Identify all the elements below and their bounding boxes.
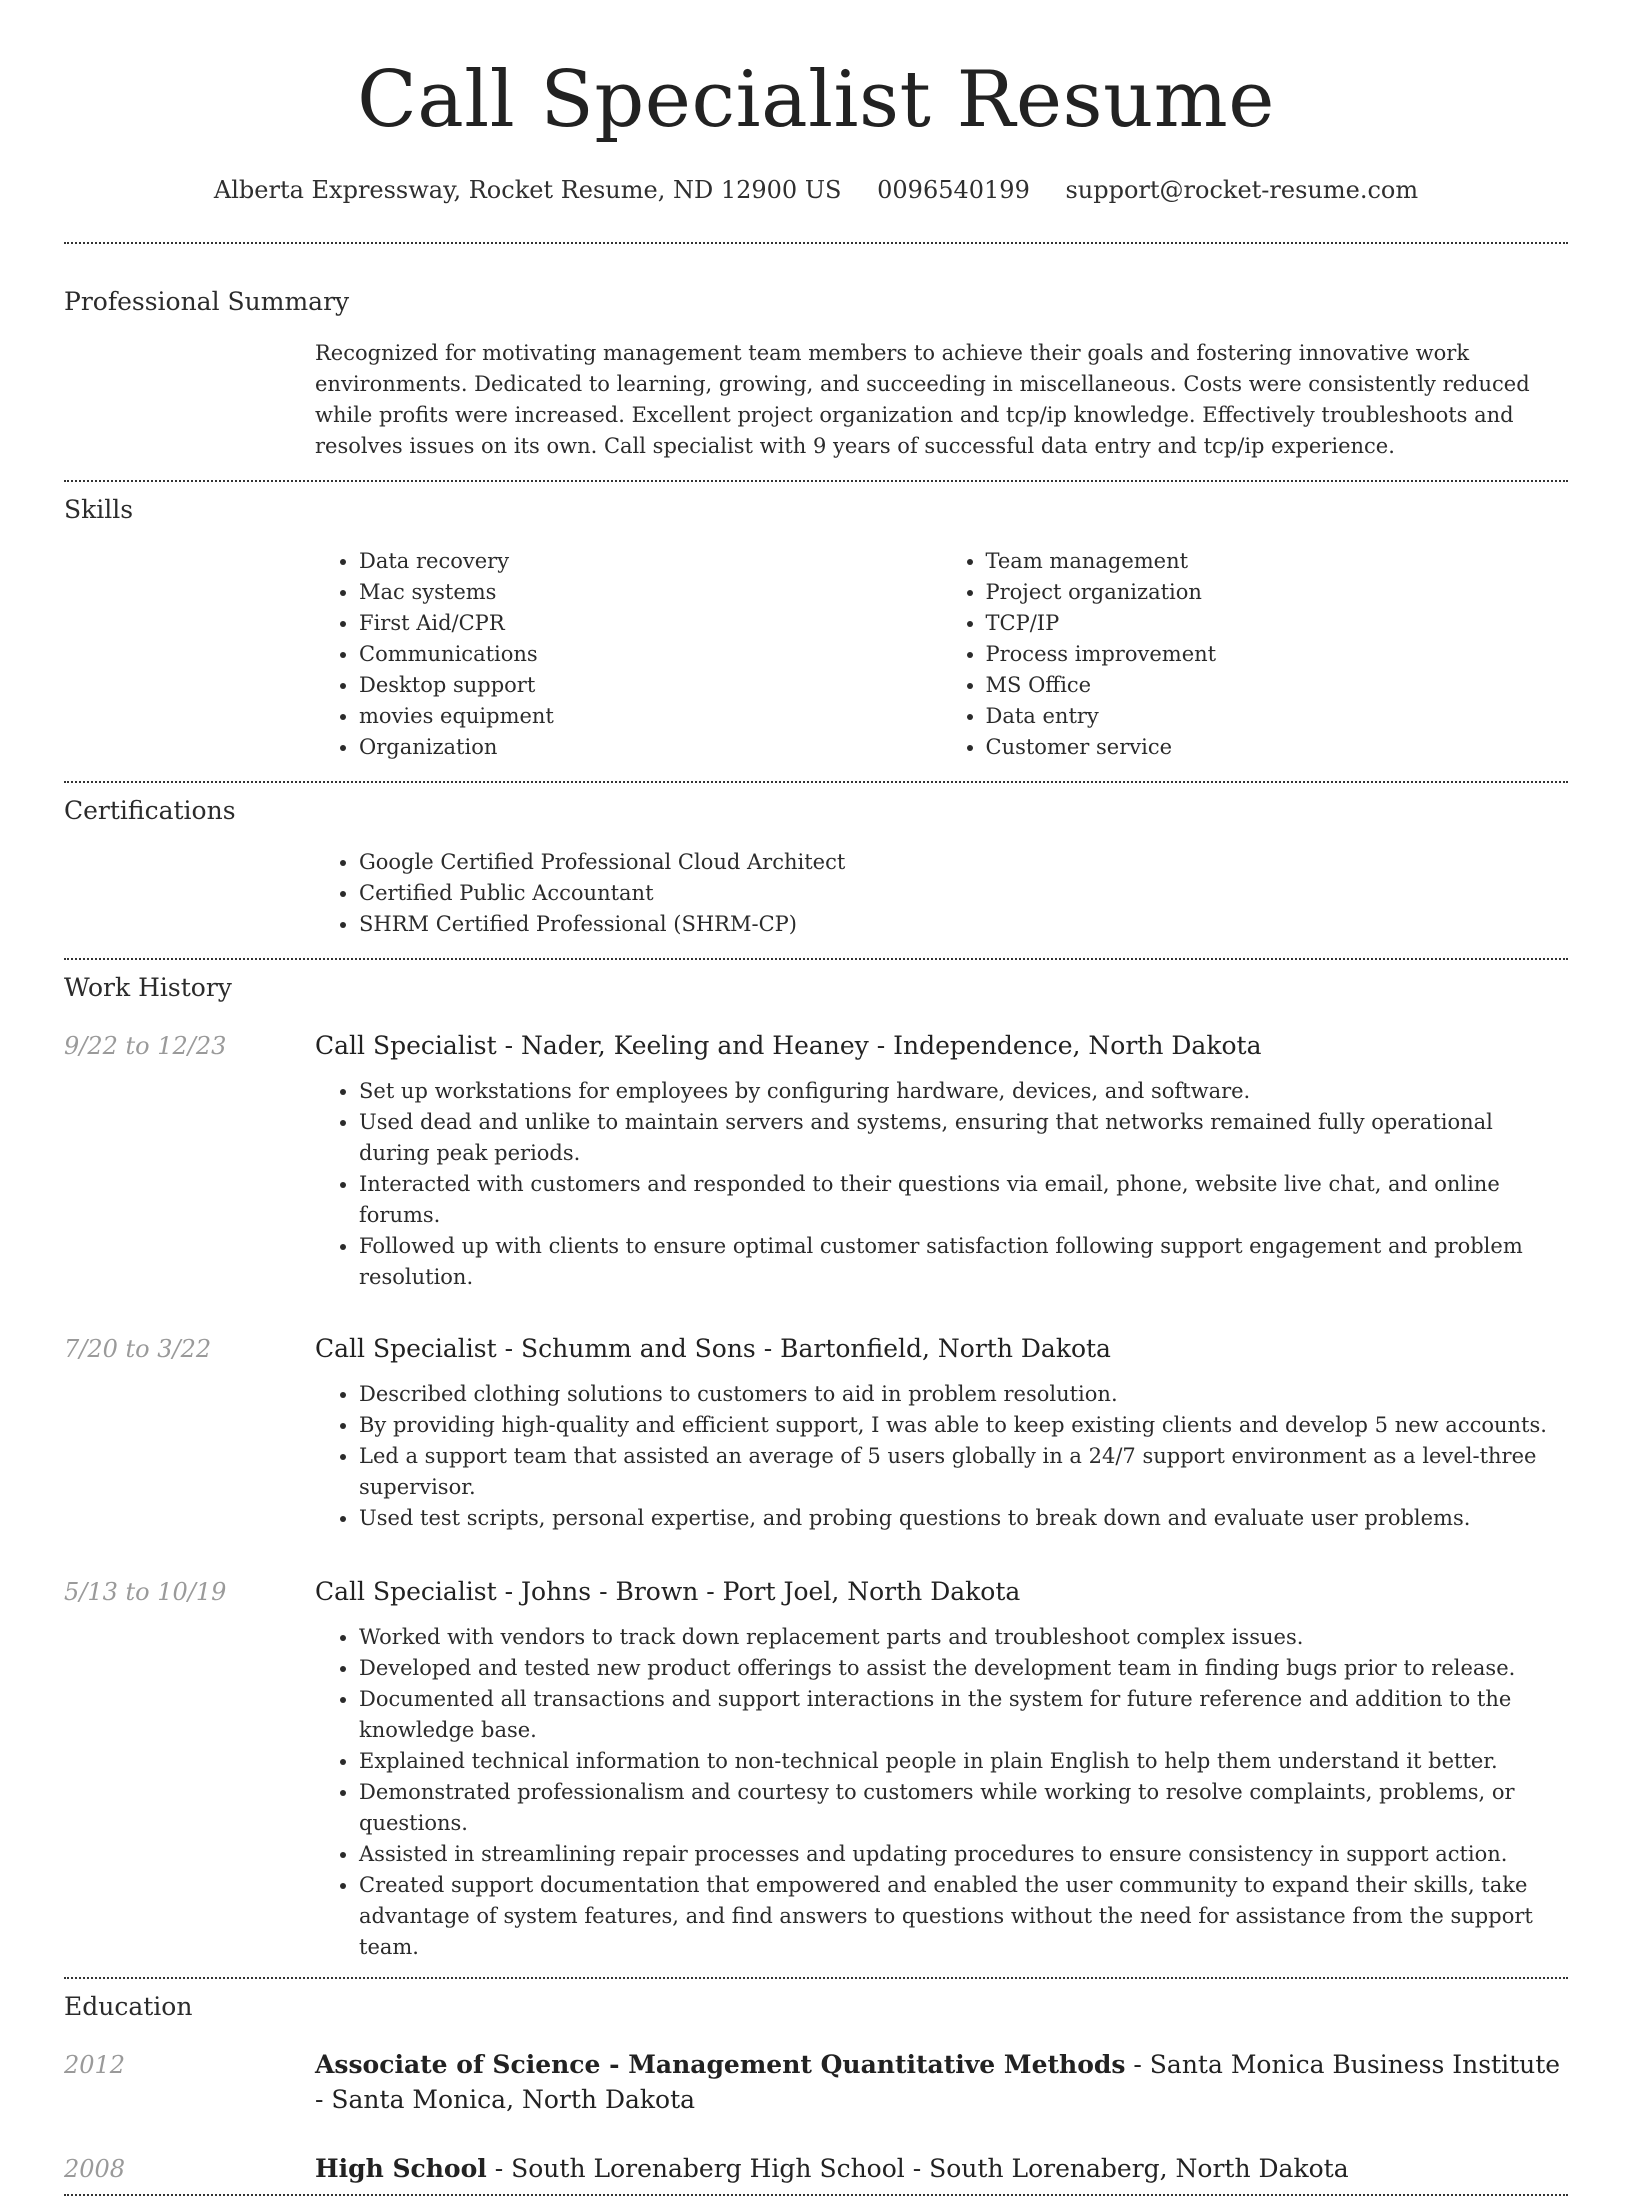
list-item: • MS Office	[986, 670, 1569, 701]
list-item: • Documented all transactions and support interactions in the system for future reference and addition to the knowledge base.	[359, 1684, 1568, 1746]
list-item: • Mac systems	[359, 577, 942, 608]
work-heading: Work History	[64, 973, 232, 1002]
work-entry	[64, 1574, 1568, 1963]
summary-text: Recognized for motivating management team members to achieve their goals and fostering innovative work environments. Dedicated to learning, growing, and succeeding in miscellaneous. Costs were consistently reduced while profits were increased. Excellent project organization and tcp/ip knowledge. Effectively troubleshoots and resolves issues on its own. Call specialist with 9 years of successful data entry and tcp/ip experience.	[315, 341, 1530, 458]
list-item: • Led a support team that assisted an average of 5 users globally in a 24/7 support environment as a level-three supervisor.	[359, 1441, 1568, 1503]
list-item: • Customer service	[986, 732, 1569, 763]
work-dates: 7/20 to 3/22	[64, 1335, 212, 1363]
list-item: • First Aid/CPR	[359, 608, 942, 639]
list-item: • Set up workstations for employees by configuring hardware, devices, and software.	[359, 1076, 1568, 1107]
list-item: • TCP/IP	[986, 608, 1569, 639]
list-item: • Process improvement	[986, 639, 1569, 670]
list-item: • Desktop support	[359, 670, 942, 701]
work-section	[64, 960, 1568, 1963]
summary-content	[315, 338, 1568, 462]
contact-phone: 0096540199	[877, 176, 1030, 204]
education-degree: Associate of Science - Management Quantitative Methods	[315, 2050, 1126, 2079]
list-item: • Data entry	[986, 701, 1569, 732]
education-school: - Santa Monica Business Institute - Santa Monica, North Dakota	[315, 2050, 1561, 2114]
work-role: Call Specialist	[315, 1031, 497, 1060]
certifications-content	[315, 847, 1568, 940]
certifications-heading: Certifications	[64, 796, 236, 825]
work-entries	[64, 1028, 1568, 1963]
list-item: • Google Certified Professional Cloud Architect	[359, 847, 1568, 878]
list-item: • Communications	[359, 639, 942, 670]
work-role: Call Specialist	[315, 1577, 497, 1606]
list-item: • Created support documentation that empowered and enabled the user community to expand their skills, take advantage of system features, and find answers to questions without the need for assistance from the support team.	[359, 1870, 1568, 1963]
work-company: - Johns - Brown - Port Joel, North Dakota	[496, 1577, 1021, 1606]
list-item: • Explained technical information to non-technical people in plain English to help them understand it better.	[359, 1746, 1568, 1777]
list-item: • Followed up with clients to ensure optimal customer satisfaction following support engagement and problem resolution.	[359, 1231, 1568, 1293]
contact-line	[64, 174, 1568, 206]
skills-content	[315, 546, 1568, 763]
work-dates: 9/22 to 12/23	[64, 1032, 227, 1060]
list-item: • movies equipment	[359, 701, 942, 732]
contact-address: Alberta Expressway, Rocket Resume, ND 12900 US	[213, 176, 842, 204]
work-entry	[64, 1028, 1568, 1293]
work-bullets	[315, 1379, 1568, 1534]
list-item: • Developed and tested new product offerings to assist the development team in finding bugs prior to release.	[359, 1653, 1568, 1684]
skills-section	[64, 482, 1568, 763]
education-heading: Education	[64, 1992, 193, 2021]
list-item: • Described clothing solutions to customers to aid in problem resolution.	[359, 1379, 1568, 1410]
list-item: • Certified Public Accountant	[359, 878, 1568, 909]
work-heading-line	[315, 1028, 1568, 1064]
work-bullets	[315, 1076, 1568, 1293]
list-item: • Interacted with customers and responded to their questions via email, phone, website live chat, and online forums.	[359, 1169, 1568, 1231]
work-dates: 5/13 to 10/19	[64, 1578, 227, 1606]
work-company: - Nader, Keeling and Heaney - Independence, North Dakota	[496, 1031, 1262, 1060]
education-year: 2012	[64, 2051, 126, 2079]
work-bullets	[315, 1622, 1568, 1963]
skills-right-list	[942, 546, 1569, 763]
list-item: • Organization	[359, 732, 942, 763]
work-heading-line	[315, 1331, 1568, 1367]
list-item: • Data recovery	[359, 546, 942, 577]
contact-email: support@rocket-resume.com	[1065, 176, 1419, 204]
work-heading-line	[315, 1574, 1568, 1610]
list-item: • Project organization	[986, 577, 1569, 608]
summary-section	[64, 244, 1568, 462]
summary-heading: Professional Summary	[64, 287, 350, 316]
list-item: • By providing high-quality and efficient support, I was able to keep existing clients and develop 5 new accounts.	[359, 1410, 1568, 1441]
resume-title: Call Specialist Resume	[357, 55, 1275, 145]
education-entry	[64, 2047, 1568, 2117]
list-item: • Used test scripts, personal expertise, and probing questions to break down and evaluate user problems.	[359, 1503, 1568, 1534]
skills-left-list	[315, 546, 942, 763]
education-entries	[64, 2047, 1568, 2186]
list-item: • Used dead and unlike to maintain servers and systems, ensuring that networks remained fully operational during peak periods.	[359, 1107, 1568, 1169]
work-company: - Schumm and Sons - Bartonfield, North Dakota	[496, 1334, 1111, 1363]
education-school: - South Lorenaberg High School - South Lorenaberg, North Dakota	[486, 2154, 1349, 2183]
work-bullet-list	[315, 1622, 1568, 1963]
education-entry	[64, 2151, 1568, 2186]
work-bullet-list	[315, 1379, 1568, 1534]
education-year: 2008	[64, 2155, 126, 2183]
work-bullet-list	[315, 1076, 1568, 1293]
list-item: • Worked with vendors to track down replacement parts and troubleshoot complex issues.	[359, 1622, 1568, 1653]
education-heading-line	[315, 2047, 1568, 2117]
list-item: • Assisted in streamlining repair processes and updating procedures to ensure consistency in support action.	[359, 1839, 1568, 1870]
list-item: • SHRM Certified Professional (SHRM-CP)	[359, 909, 1568, 940]
education-section	[64, 1979, 1568, 2186]
education-degree: High School	[315, 2154, 487, 2183]
resume-page	[64, 0, 1568, 2196]
list-item: • Team management	[986, 546, 1569, 577]
certifications-section	[64, 783, 1568, 940]
list-item: • Demonstrated professionalism and courtesy to customers while working to resolve complaints, problems, or questions.	[359, 1777, 1568, 1839]
certifications-list	[315, 847, 1568, 940]
work-entry	[64, 1331, 1568, 1534]
work-role: Call Specialist	[315, 1334, 497, 1363]
skills-heading: Skills	[64, 495, 134, 524]
education-heading-line	[315, 2151, 1568, 2186]
